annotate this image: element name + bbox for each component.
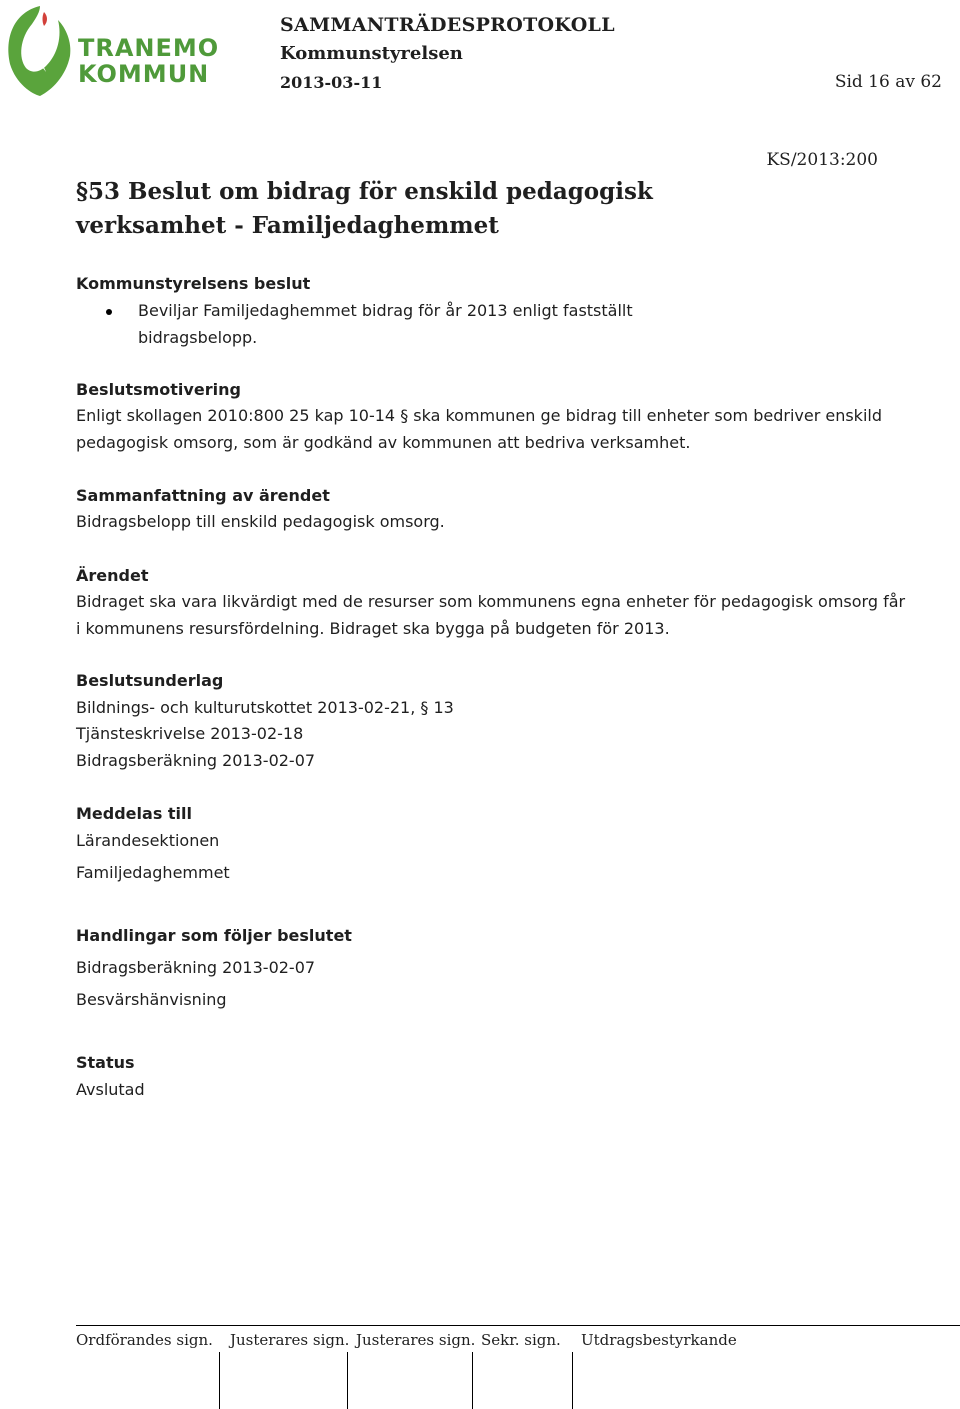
status-heading: Status [76,1053,135,1072]
decision-heading: Kommunstyrelsens beslut [76,274,311,293]
basis-item: Bidragsberäkning 2013-02-07 [76,751,316,770]
status-text: Avslutad [76,1080,145,1099]
motivation-text: Enligt skollagen 2010:800 25 kap 10-14 § ska kommunen ge bidrag till enheter som bedriver enskild pedagogisk omsorg, som är godkänd av kommunen att bedriva verksamhet. [76,406,882,452]
notify-item: Lärandesektionen [76,831,220,850]
logo-text-line2: KOMMUN [78,60,210,88]
documents-heading: Handlingar som följer beslutet [76,926,352,945]
basis-item: Tjänsteskrivelse 2013-02-18 [76,724,304,743]
page-title-text: 53 Beslut om bidrag för enskild pedagogisk verksamhet - Familjedaghemmet [76,178,653,239]
signature-box-divider [572,1352,573,1409]
decision-list [100,298,720,351]
signature-box-divider [472,1352,473,1409]
documents-item: Besvärshänvisning [76,990,227,1009]
notify-item: Familjedaghemmet [76,863,230,882]
decision-item: Beviljar Familjedaghemmet bidrag för år 2013 enligt fastställt bidragsbelopp. [100,298,720,351]
page-number: Sid 16 av 62 [834,72,942,92]
case-heading: Ärendet [76,566,149,585]
page-title [76,175,796,243]
footer-adjuster-sign: Justerares sign. [356,1331,476,1349]
paragraph-symbol: § [76,178,89,205]
document-type: SAMMANTRÄDESPROTOKOLL [280,14,615,36]
bullet-icon [106,309,112,315]
summary-text: Bidragsbelopp till enskild pedagogisk omsorg. [76,512,445,531]
motivation-heading: Beslutsmotivering [76,380,241,399]
summary-heading: Sammanfattning av ärendet [76,486,330,505]
footer-certified: Utdragsbestyrkande [581,1331,737,1349]
footer-adjuster-sign: Justerares sign. [230,1331,350,1349]
signature-box-divider [219,1352,220,1409]
logo-text-line1: TRANEMO [78,34,220,62]
documents-item: Bidragsberäkning 2013-02-07 [76,958,316,977]
footer-divider [76,1325,960,1326]
footer-chair-sign: Ordförandes sign. [76,1331,213,1349]
basis-heading: Beslutsunderlag [76,671,224,690]
meeting-body: Kommunstyrelsen [280,43,463,64]
signature-box-divider [347,1352,348,1409]
basis-item: Bildnings- och kulturutskottet 2013-02-21, § 13 [76,698,454,717]
crane-emblem-icon [0,2,80,98]
tranemo-kommun-logo [0,0,220,100]
case-number: KS/2013:200 [766,150,878,170]
case-text: Bidraget ska vara likvärdigt med de resurser som kommunens egna enheter för pedagogisk omsorg får i kommunens resursfördelning. Bidraget ska bygga på budgeten för 2013. [76,592,906,638]
footer-secretary-sign: Sekr. sign. [481,1331,561,1349]
notify-heading: Meddelas till [76,804,193,823]
meeting-date: 2013-03-11 [280,73,383,92]
